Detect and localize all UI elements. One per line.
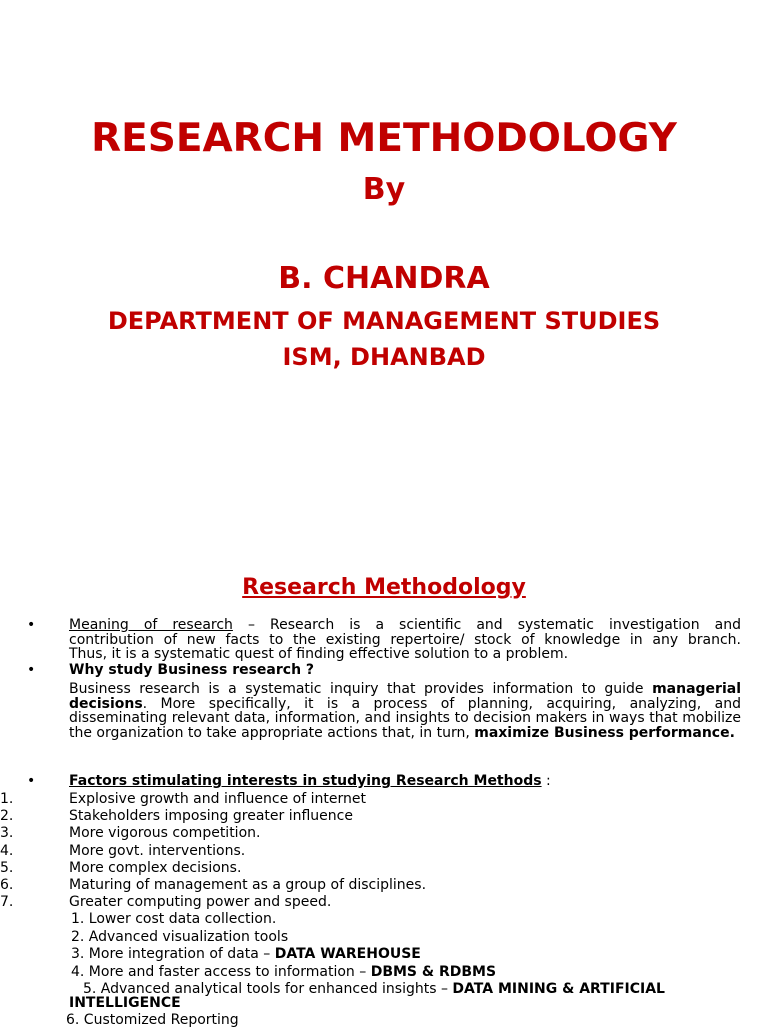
list-item-number: 6.: [0, 877, 14, 893]
section-title: Research Methodology: [242, 575, 526, 600]
sub-item-emphasis: DATA WAREHOUSE: [274, 946, 421, 962]
list-item-number: 3.: [0, 825, 14, 842]
list-item: Maturing of management as a group of disciplines.: [69, 877, 427, 893]
meaning-line: contribution of new facts to the existing repertoire/ stock of knowledge in any branch.: [69, 631, 741, 648]
bullet-icon: •: [27, 662, 36, 678]
sub-item-text: 3. More integration of data –: [71, 946, 275, 962]
list-item-number: 7.: [0, 894, 14, 911]
list-item: Greater computing power and speed.: [69, 894, 332, 911]
list-item: More vigorous competition.: [69, 825, 261, 842]
list-item-number: 1.: [0, 791, 14, 807]
slide-title: RESEARCH METHODOLOGY: [91, 116, 677, 161]
why-text: Business research is a systematic inquiry that provides information to guide: [69, 681, 653, 697]
sub-list-item: [71, 930, 288, 945]
list-item: More govt. interventions.: [69, 842, 246, 859]
list-item: More complex decisions.: [69, 859, 242, 876]
factors-heading-suffix: :: [541, 773, 551, 789]
meaning-line: Thus, it is a systematic quest of finding effective solution to a problem.: [69, 646, 569, 662]
list-item: Explosive growth and influence of internet: [69, 791, 366, 807]
meaning-paragraph: [69, 618, 741, 662]
sub-list-item: [71, 947, 421, 962]
by-label: By: [362, 172, 406, 207]
why-heading: Why study Business research ?: [69, 662, 315, 678]
sub-list-item: [71, 912, 276, 927]
why-text: . More specifically, it is a process of planning, acquiring, analyzing, and disseminating relevant data, information, and insights to decision makers in ways that mobilize the organization to take appropriate actions that, in turn,: [69, 695, 741, 741]
institute-name: ISM, DHANBAD: [282, 343, 486, 371]
list-item-number: 5.: [0, 859, 14, 876]
list-item-number: 2.: [0, 808, 14, 825]
sub-item-text: 6. Customized Reporting: [66, 1012, 239, 1028]
sub-list-item: [66, 1013, 239, 1028]
meaning-term: Meaning of research: [69, 617, 233, 633]
list-item: Stakeholders imposing greater influence: [69, 808, 353, 825]
sub-item-emphasis: DBMS & RDBMS: [370, 963, 497, 980]
list-item-number: 4.: [0, 842, 14, 859]
meaning-line: – Research is a scientific and systematic investigation and: [232, 617, 741, 633]
department-name: DEPARTMENT OF MANAGEMENT STUDIES: [107, 307, 661, 335]
bullet-icon: •: [27, 617, 36, 633]
sub-list-item: [69, 996, 181, 1011]
sub-item-text: 4. More and faster access to information –: [71, 963, 371, 980]
sub-item-text: 5. Advanced analytical tools for enhanced insights –: [83, 981, 453, 997]
factors-heading-text: Factors stimulating interests in studying Research Methods: [69, 773, 542, 789]
sub-item-text: 1. Lower cost data collection.: [71, 911, 277, 927]
why-emphasis: maximize Business performance.: [474, 724, 735, 741]
sub-item-emphasis: INTELLIGENCE: [69, 995, 181, 1011]
why-emphasis: managerial decisions: [69, 681, 741, 712]
bullet-icon: •: [27, 773, 36, 789]
why-paragraph: [69, 682, 741, 740]
sub-list-item: [71, 965, 496, 980]
author-name: B. CHANDRA: [278, 261, 490, 296]
factors-heading: [69, 774, 551, 789]
sub-item-emphasis: DATA MINING & ARTIFICIAL: [452, 981, 665, 997]
sub-item-text: 2. Advanced visualization tools: [71, 928, 289, 945]
